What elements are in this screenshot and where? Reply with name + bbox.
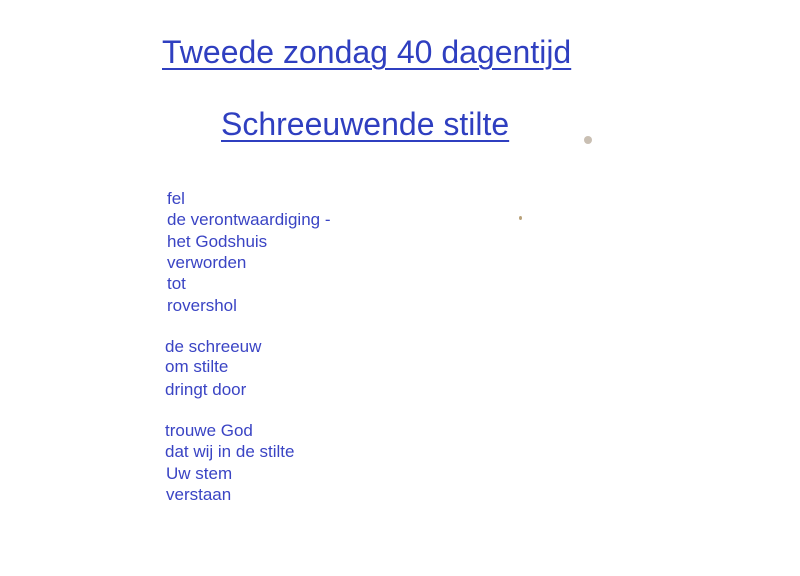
poem-line: rovershol xyxy=(167,296,237,315)
paper-speck xyxy=(519,216,522,220)
poem-line: dringt door xyxy=(165,380,247,399)
poem-line: fel xyxy=(167,189,185,208)
paper-speck xyxy=(584,136,592,144)
poem-title: Schreeuwende stilte xyxy=(221,106,510,142)
poem-line: trouwe God xyxy=(165,421,253,440)
poem-line: verworden xyxy=(167,253,247,272)
page-title: Tweede zondag 40 dagentijd xyxy=(162,34,572,70)
poem-line: dat wij in de stilte xyxy=(165,442,295,461)
poem-line: Uw stem xyxy=(166,464,233,483)
poem-line: om stilte xyxy=(165,357,229,376)
poem-line: verstaan xyxy=(166,485,232,504)
poem-line: tot xyxy=(167,274,186,293)
poem-line: de verontwaardiging - xyxy=(167,210,331,229)
poem-line: het Godshuis xyxy=(167,232,268,251)
poem-line: de schreeuw xyxy=(165,337,262,356)
